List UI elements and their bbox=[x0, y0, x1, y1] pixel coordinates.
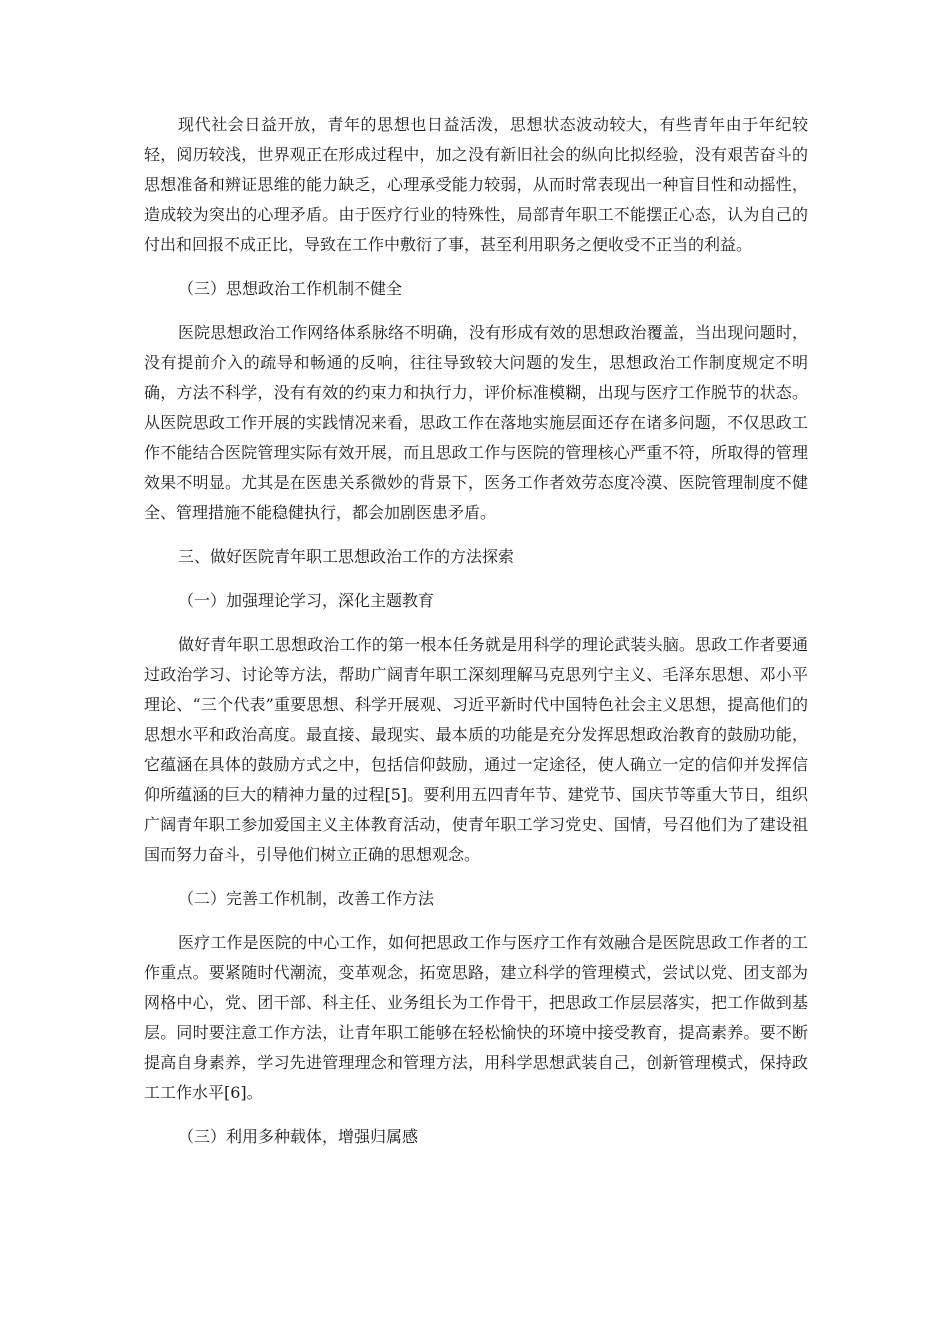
paragraph-social-openness: 现代社会日益开放，青年的思想也日益活泼，思想状态波动较大，有些青年由于年纪较轻，阅历较浅，世界观正在形成过程中，加之没有新旧社会的纵向比拟经验，没有艰苦奋斗的思想准备和辨证思维的能力缺乏，心理承受能力较弱，从而时常表现出一种盲目性和动摇性，造成较为突出的心理矛盾。由于医疗行业的特殊性，局部青年职工不能摆正心态，认为自己的付出和回报不成正比，导致在工作中敷衍了事，甚至利用职务之便收受不正当的利益。 bbox=[144, 115, 808, 254]
paragraph-medical-work: 医疗工作是医院的中心工作，如何把思政工作与医疗工作有效融合是医院思政工作者的工作重点。要紧随时代潮流，变革观念，拓宽思路，建立科学的管理模式，尝试以党、团支部为网格中心，党、团干部、科主任、业务组长为工作骨干，把思政工作层层落实，把工作做到基层。同时要注意工作方法，让青年职工能够在轻松愉快的环境中接受教育，提高素养。要不断提高自身素养，学习先进管理理念和管理方法，用科学思想武装自己，创新管理模式，保持政工工作水平[6]。 bbox=[144, 933, 808, 1102]
heading-mechanism-incomplete: （三）思想政治工作机制不健全 bbox=[178, 279, 403, 298]
heading-improve-mechanism: （二）完善工作机制，改善工作方法 bbox=[178, 889, 435, 908]
heading-multiple-carriers: （三）利用多种载体，增强归属感 bbox=[178, 1127, 419, 1146]
document-page bbox=[144, 110, 808, 1166]
heading-strengthen-theory: （一）加强理论学习，深化主题教育 bbox=[178, 591, 435, 610]
paragraph-mechanism-issues: 医院思想政治工作网络体系脉络不明确，没有形成有效的思想政治覆盖，当出现问题时，没有提前介入的疏导和畅通的反响，往往导致较大问题的发生，思想政治工作制度规定不明确，方法不科学，没有有效的约束力和执行力，评价标准模糊，出现与医疗工作脱节的状态。从医院思政工作开展的实践情况来看，思政工作在落地实施层面还存在诸多问题，不仅思政工作不能结合医院管理实际有效开展，而且思政工作与医院的管理核心严重不符，所取得的管理效果不明显。尤其是在医患关系微妙的背景下，医务工作者效劳态度冷漠、医院管理制度不健全、管理措施不能稳健执行，都会加剧医患矛盾。 bbox=[144, 323, 808, 522]
paragraph-theory-study: 做好青年职工思想政治工作的第一根本任务就是用科学的理论武装头脑。思政工作者要通过政治学习、讨论等方法，帮助广阔青年职工深刻理解马克思列宁主义、毛泽东思想、邓小平理论、“三个代表”重要思想、科学开展观、习近平新时代中国特色社会主义思想，提高他们的思想水平和政治高度。最直接、最现实、最本质的功能是充分发挥思想政治教育的鼓励功能，它蕴涵在具体的鼓励方式之中，包括信仰鼓励，通过一定途径，使人确立一定的信仰并发挥信仰所蕴涵的巨大的精神力量的过程[5]。要利用五四青年节、建党节、国庆节等重大节日，组织广阔青年职工参加爱国主义主体教育活动，使青年职工学习党史、国情，号召他们为了建设祖国而努力奋斗，引导他们树立正确的思想观念。 bbox=[144, 635, 808, 864]
heading-section-three: 三、做好医院青年职工思想政治工作的方法探索 bbox=[178, 547, 515, 566]
